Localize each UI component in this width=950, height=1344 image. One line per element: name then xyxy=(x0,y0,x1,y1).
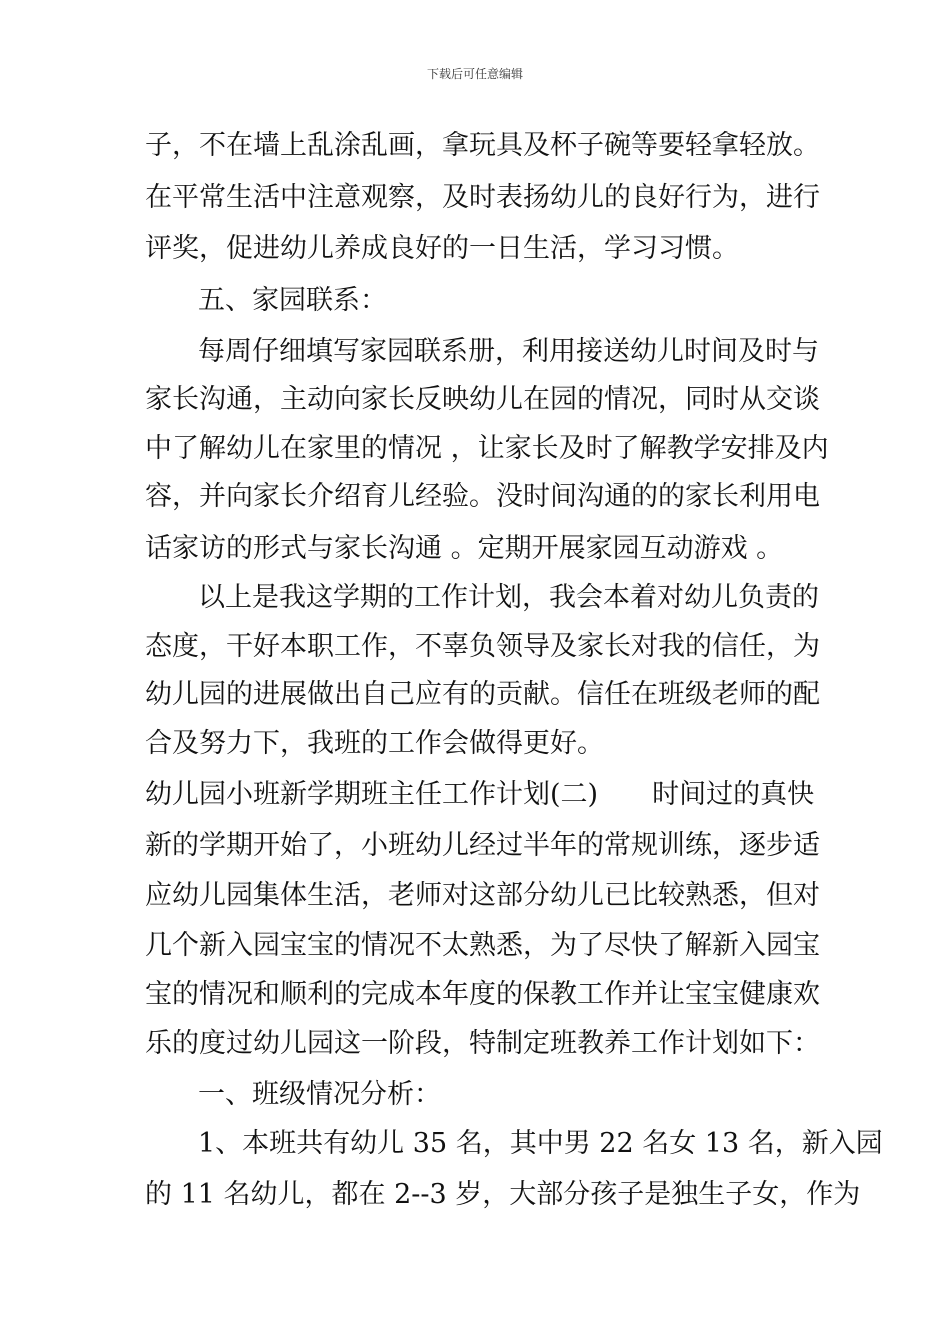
text-line: 应幼儿园集体生活，老师对这部分幼儿已比较熟悉，但对 xyxy=(145,880,820,911)
text-line: 几个新入园宝宝的情况不太熟悉，为了尽快了解新入园宝 xyxy=(145,930,820,961)
text-line: 宝的情况和顺利的完成本年度的保教工作并让宝宝健康欢 xyxy=(145,979,820,1010)
text-line: 以上是我这学期的工作计划，我会本着对幼儿负责的 xyxy=(198,582,819,613)
section-heading: 一、班级情况分析： xyxy=(198,1079,441,1110)
text-line: 的 11 名幼儿，都在 2--3 岁，大部分孩子是独生子女，作为 xyxy=(145,1179,861,1210)
text-line: 评奖，促进幼儿养成良好的一日生活，学习习惯。 xyxy=(145,233,739,264)
text-line: 新的学期开始了，小班幼儿经过半年的常规训练，逐步适 xyxy=(145,830,820,861)
text-line: 每周仔细填写家园联系册，利用接送幼儿时间及时与 xyxy=(198,336,819,367)
text-line: 家长沟通，主动向家长反映幼儿在园的情况，同时从交谈 xyxy=(145,384,820,415)
text-line: 乐的度过幼儿园这一阶段，特制定班教养工作计划如下： xyxy=(145,1028,820,1059)
text-line: 子，不在墙上乱涂乱画，拿玩具及杯子碗等要轻拿轻放。 xyxy=(145,130,820,161)
text-line: 合及努力下，我班的工作会做得更好。 xyxy=(145,728,604,759)
text-line: 态度，干好本职工作，不辜负领导及家长对我的信任，为 xyxy=(145,631,820,662)
text-line: 在平常生活中注意观察，及时表扬幼儿的良好行为，进行 xyxy=(145,182,820,213)
text-line: 话家访的形式与家长沟通 。定期开展家园互动游戏 。 xyxy=(145,533,784,564)
text-line: 幼儿园的进展做出自己应有的贡献。信任在班级老师的配 xyxy=(145,679,820,710)
section-heading: 五、家园联系： xyxy=(198,285,387,316)
page-header: 下载后可任意编辑 xyxy=(426,67,523,81)
text-line: 1、本班共有幼儿 35 名，其中男 22 名女 13 名，新入园 xyxy=(198,1128,883,1159)
text-line: 容，并向家长介绍育儿经验。没时间沟通的的家长利用电 xyxy=(145,481,820,512)
section-title: 幼儿园小班新学期班主任工作计划(二) 时间过的真快 xyxy=(145,779,815,810)
text-line: 中了解幼儿在家里的情况 ，让家长及时了解教学安排及内 xyxy=(145,433,829,464)
